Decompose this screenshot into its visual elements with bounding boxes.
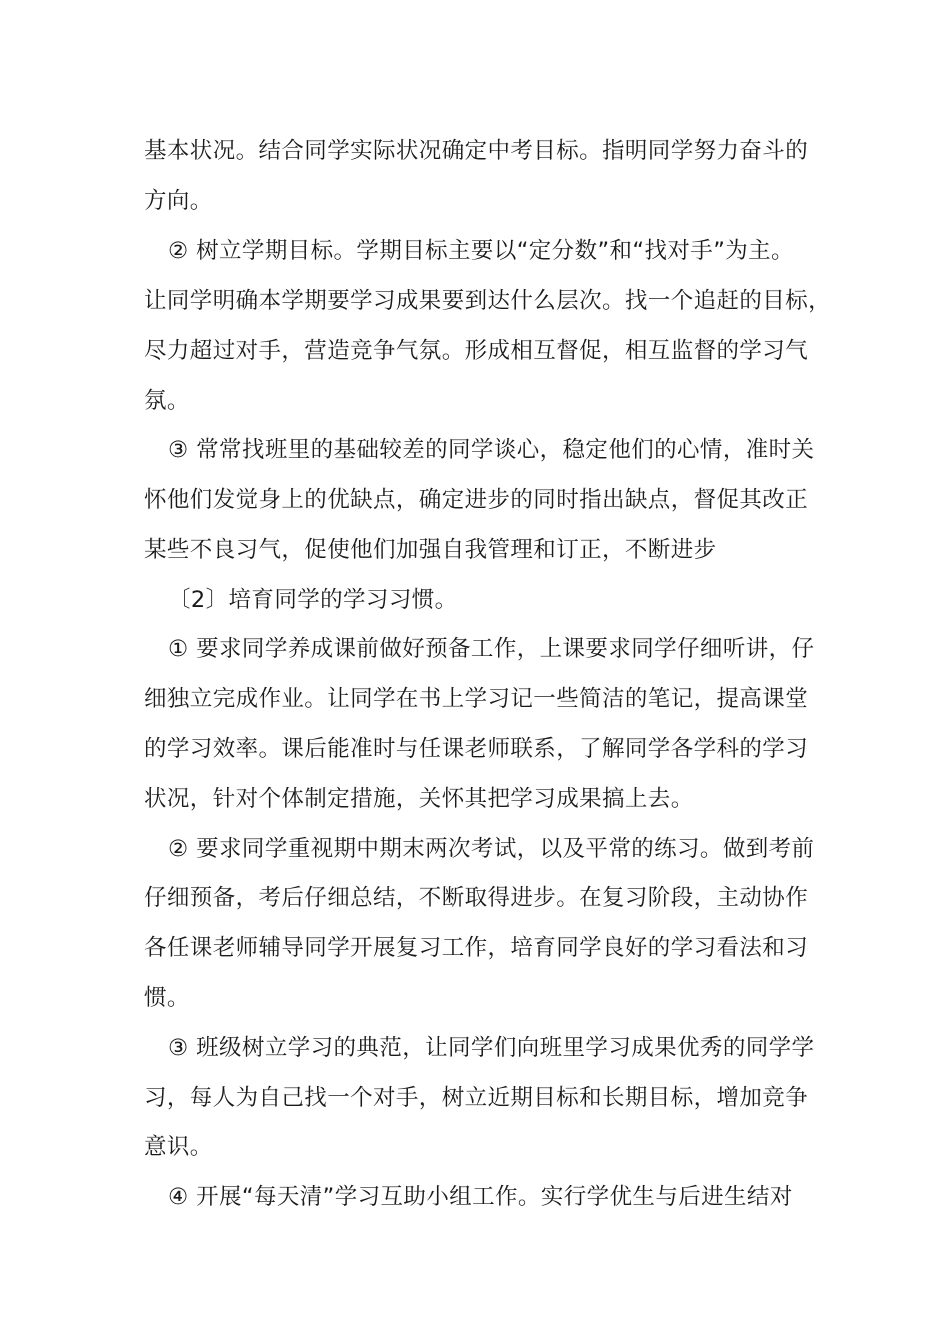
list-item-text: ③ 常常找班里的基础较差的同学谈心，稳定他们的心情，准时关 (168, 437, 815, 463)
text-line: 仔细预备，考后仔细总结，不断取得进步。在复习阶段，主动协作 (144, 885, 809, 911)
text-line: 状况，针对个体制定措施，关怀其把学习成果搞上去。 (144, 786, 694, 812)
text-line: 方向。 (144, 188, 213, 214)
text-line: 意识。 (144, 1134, 213, 1160)
text-line: 让同学明确本学期要学习成果要到达什么层次。找一个追赶的目标， (144, 288, 832, 314)
section-heading: 〔2〕培育同学的学习习惯。 (168, 587, 458, 613)
text-line: 怀他们发觉身上的优缺点，确定进步的同时指出缺点，督促其改正 (144, 487, 809, 513)
text-line: 某些不良习气，促使他们加强自我管理和订正，不断进步 (144, 537, 717, 563)
text-line: 氛。 (144, 388, 190, 414)
text-line: 习，每人为自己找一个对手，树立近期目标和长期目标，增加竞争 (144, 1085, 809, 1111)
list-item-text: ② 要求同学重视期中期末两次考试，以及平常的练习。做到考前 (168, 836, 815, 862)
list-item-text: ③ 班级树立学习的典范，让同学们向班里学习成果优秀的同学学 (168, 1035, 815, 1061)
text-line: 的学习效率。课后能准时与任课老师联系，了解同学各学科的学习 (144, 736, 809, 762)
list-item-text: ④ 开展“每天清”学习互助小组工作。实行学优生与后进生结对 (168, 1184, 793, 1210)
text-line: 细独立完成作业。让同学在书上学习记一些简洁的笔记，提高课堂 (144, 686, 809, 712)
list-item-text: ② 树立学期目标。学期目标主要以“定分数”和“找对手”为主。 (168, 238, 794, 264)
text-line: 惯。 (144, 985, 190, 1011)
text-line: 各任课老师辅导同学开展复习工作，培育同学良好的学习看法和习 (144, 935, 809, 961)
list-item-text: ① 要求同学养成课前做好预备工作，上课要求同学仔细听讲，仔 (168, 636, 815, 662)
text-line: 基本状况。结合同学实际状况确定中考目标。指明同学努力奋斗的 (144, 138, 809, 164)
text-line: 尽力超过对手，营造竞争气氛。形成相互督促，相互监督的学习气 (144, 338, 809, 364)
